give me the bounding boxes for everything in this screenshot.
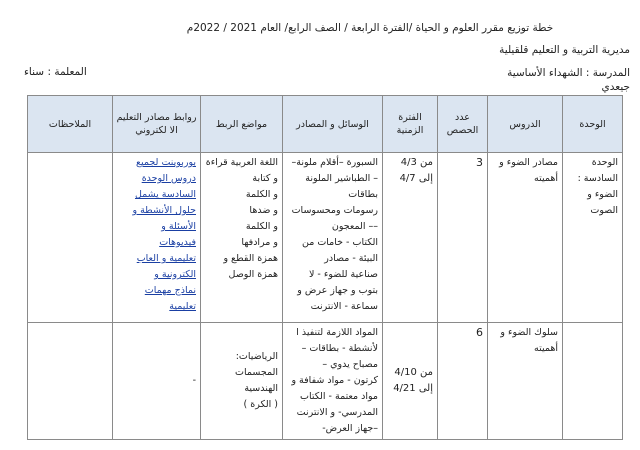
period-cell: من 4/10 إلى 4/21 — [383, 323, 438, 440]
elearning-link[interactable]: تعليمية — [169, 301, 196, 312]
lesson-cell: سلوك الضوء و أهميته — [488, 323, 563, 440]
col-header-notes: الملاحظات — [28, 96, 113, 153]
col-header-period: الفترة الزمنية — [383, 96, 438, 153]
elearning-link[interactable]: فيديوهات — [159, 237, 196, 248]
links-cell: الرياضيات: المجسمات الهندسية ( الكرة ) — [201, 323, 283, 440]
col-header-elearning: روابط مصادر التعليم الا لكتروني — [113, 96, 201, 153]
table-row — [28, 153, 623, 323]
elearning-link[interactable]: حلول الأنشطة و — [132, 205, 196, 216]
elearning-link[interactable]: السادسة يشمل — [134, 189, 196, 200]
plan-title: خطة توزيع مقرر العلوم و الحياة /الفترة الرابعة / الصف الرابع/ العام 2021 / 2022م — [186, 22, 554, 34]
sessions-cell: 6 — [438, 323, 488, 440]
elearning-link[interactable]: الأسئلة و — [161, 221, 196, 232]
elearning-cell: - — [113, 323, 201, 440]
plan-table — [27, 95, 623, 440]
period-cell: من 4/3 إلى 4/7 — [383, 153, 438, 323]
resources-cell: المواد اللازمة لتنفيذ ا لأنشطة - بطاقات – مصباح يدوي – كرتون - مواد شفافة و مواد معتمة - الكتاب المدرسي- و الانترنت –جهاز العرض- — [283, 323, 383, 440]
elearning-link[interactable]: الكترونية و — [154, 269, 196, 280]
col-header-resources: الوسائل و المصادر — [283, 96, 383, 153]
notes-cell — [28, 153, 113, 323]
resources-cell: السبورة –أقلام ملونة– – الطباشير الملونة بطاقات رسومات ومحسوسات –– المعجون الكتاب - خامات من البيئة - مصادر صناعية للضوء - لا بتوب و جهاز عرض و سماعة - الانترنت — [283, 153, 383, 323]
directorate-label: مديرية التربية و التعليم قلقيلية — [499, 44, 630, 56]
col-header-links: مواضع الربط — [201, 96, 283, 153]
lesson-cell: مصادر الضوء و أهميته — [488, 153, 563, 323]
unit-cell: الوحدة السادسة : الضوء و الصوت — [563, 153, 623, 323]
elearning-link[interactable]: دروس الوحدة — [141, 173, 196, 184]
elearning-link[interactable]: تعليمية و العاب — [136, 253, 196, 264]
elearning-cell — [113, 153, 201, 323]
elearning-link[interactable]: بوربوينت لجميع — [136, 157, 196, 168]
notes-cell — [28, 323, 113, 440]
school-village: جيعدي — [601, 81, 630, 93]
unit-cell — [563, 323, 623, 440]
elearning-link[interactable]: نماذج مهمات — [144, 285, 196, 296]
col-header-sessions: عدد الحصص — [438, 96, 488, 153]
sessions-cell: 3 — [438, 153, 488, 323]
school-name: المدرسة : الشهداء الأساسية — [507, 67, 630, 79]
table-header-row — [28, 96, 623, 153]
teacher-label: المعلمة : سناء — [24, 66, 87, 78]
col-header-unit: الوحدة — [563, 96, 623, 153]
col-header-lessons: الدروس — [488, 96, 563, 153]
table-row — [28, 323, 623, 440]
links-cell: اللغة العربية قراءة و كتابة و الكلمة و ضدها و الكلمة و مرادفها همزة القطع و همزة الوصل — [201, 153, 283, 323]
school-label — [507, 66, 630, 94]
